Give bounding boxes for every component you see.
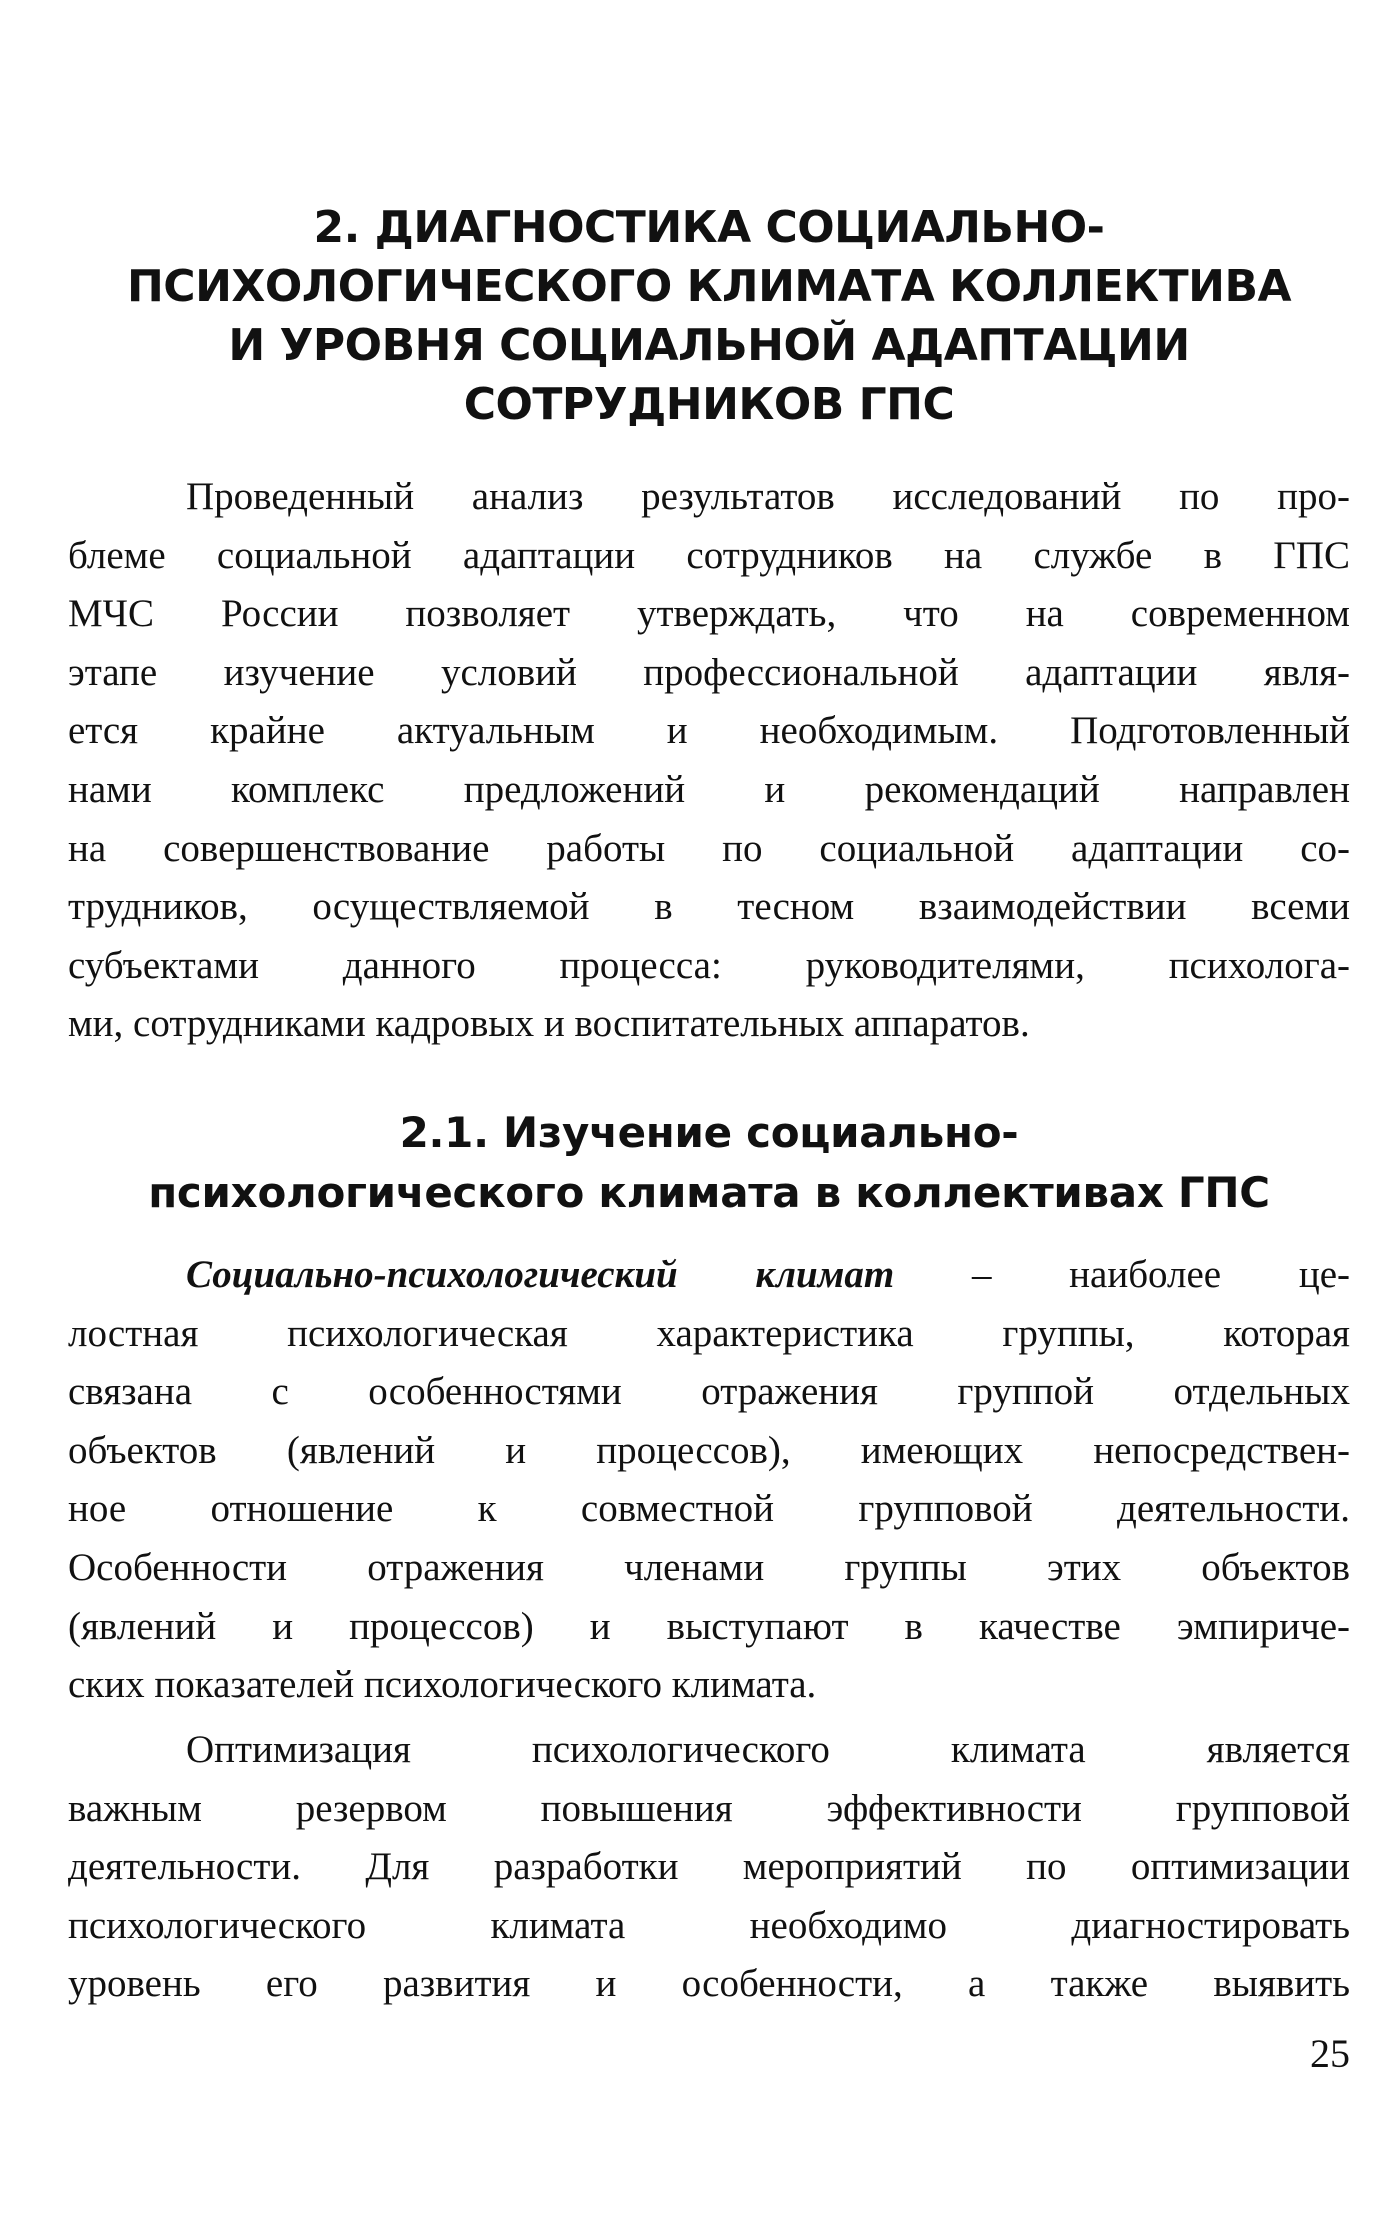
text-fragment: – наиболее це- [894, 1253, 1350, 1296]
text-line: Проведенный анализ результатов исследований по про- [186, 475, 1350, 518]
text-line: субъектами данного процесса: руководителями, психолога- [68, 943, 1350, 987]
text-line: Особенности отражения членами группы этих объектов [68, 1545, 1350, 1589]
chapter-title [68, 198, 1350, 434]
book-page [68, 0, 1350, 2217]
section-title [68, 1103, 1350, 1223]
chapter-title-line: И УРОВНЯ СОЦИАЛЬНОЙ АДАПТАЦИИ [228, 320, 1190, 371]
paragraph-intro [68, 468, 1350, 1054]
section-title-line: 2.1. Изучение социально- [399, 1108, 1019, 1157]
text-line: ется крайне актуальным и необходимым. Подготовленный [68, 709, 1350, 753]
chapter-title-line: 2. ДИАГНОСТИКА СОЦИАЛЬНО- [313, 202, 1105, 253]
text-line: блеме социальной адаптации сотрудников на службе в ГПС [68, 533, 1350, 577]
text-line: ми, сотрудниками кадровых и воспитательных аппаратов. [68, 1002, 1030, 1046]
text-line: ских показателей психологического климата. [68, 1663, 817, 1707]
defined-term: Социально-психологический климат [186, 1253, 895, 1296]
text-line: (явлений и процессов) и выступают в качестве эмпириче- [68, 1604, 1350, 1648]
text-line: Оптимизация психологического климата является [186, 1728, 1350, 1771]
text-line: трудников, осуществляемой в тесном взаимодействии всеми [68, 885, 1350, 929]
section-title-line: психологического климата в коллективах ГПС [148, 1168, 1270, 1217]
paragraph-definition [68, 1246, 1350, 1715]
paragraph-optimization [68, 1721, 1350, 2014]
text-line: уровень его развития и особенности, а также выявить [68, 1962, 1350, 2006]
chapter-title-line: СОТРУДНИКОВ ГПС [463, 379, 955, 430]
text-line: важным резервом повышения эффективности групповой [68, 1786, 1350, 1830]
text-line [68, 1246, 1350, 1305]
chapter-title-line: ПСИХОЛОГИЧЕСКОГО КЛИМАТА КОЛЛЕКТИВА [126, 261, 1292, 312]
text-line: этапе изучение условий профессиональной адаптации явля- [68, 650, 1350, 694]
page-number: 25 [1310, 2031, 1350, 2076]
text-line: деятельности. Для разработки мероприятий по оптимизации [68, 1845, 1350, 1889]
text-line: на совершенствование работы по социальной адаптации со- [68, 826, 1350, 870]
text-line: объектов (явлений и процессов), имеющих непосредствен- [68, 1428, 1350, 1472]
text-line: психологического климата необходимо диагностировать [68, 1903, 1350, 1947]
text-line: МЧС России позволяет утверждать, что на современном [68, 592, 1350, 636]
text-line: связана с особенностями отражения группой отдельных [68, 1370, 1350, 1414]
text-line: лостная психологическая характеристика группы, которая [68, 1311, 1350, 1355]
text-line: нами комплекс предложений и рекомендаций направлен [68, 767, 1350, 811]
text-line: ное отношение к совместной групповой деятельности. [68, 1487, 1350, 1531]
